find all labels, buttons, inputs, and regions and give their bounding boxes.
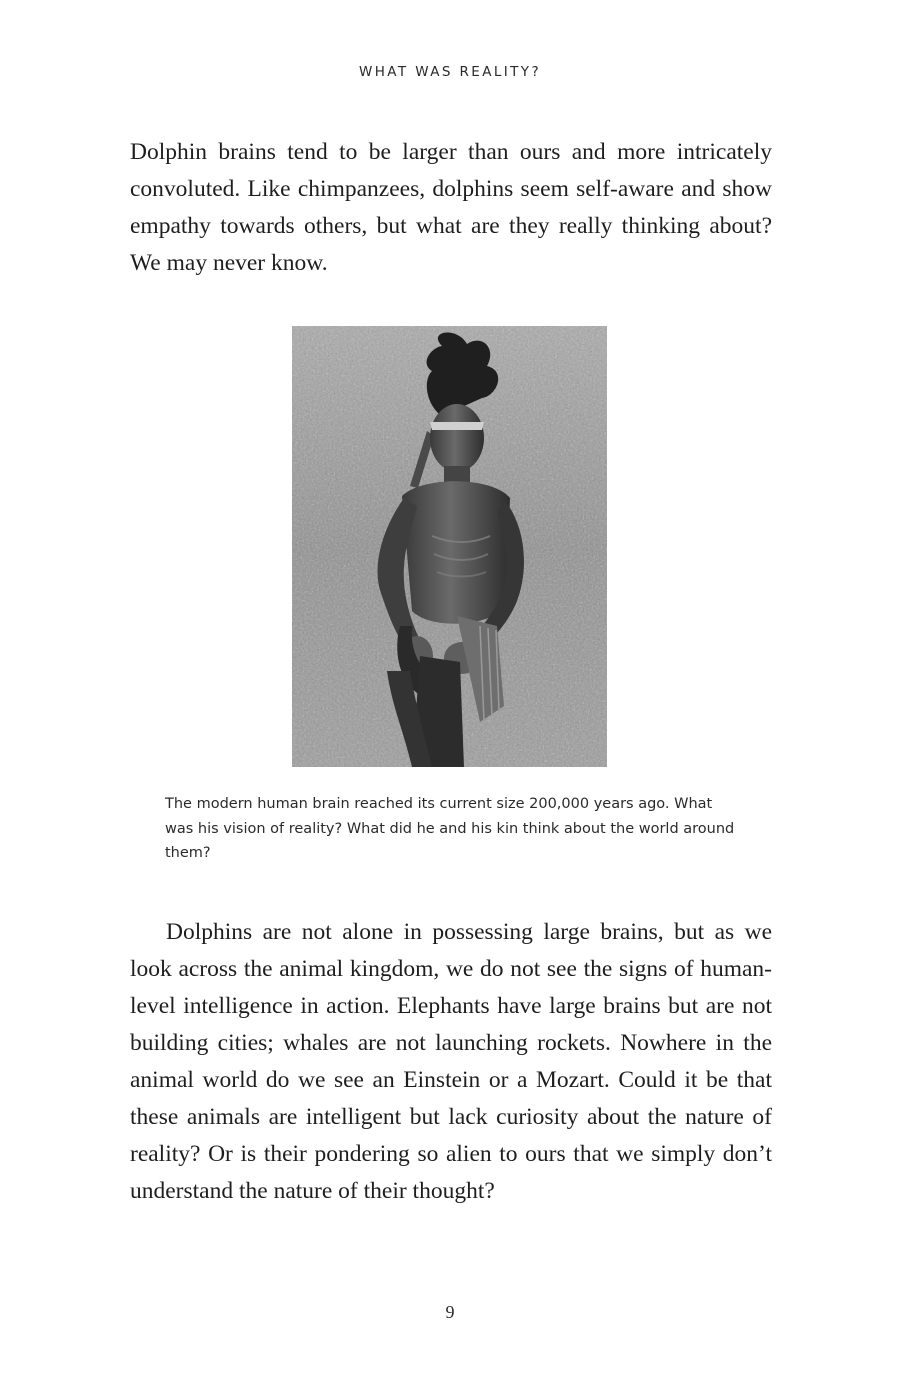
body-paragraph-2: Dolphins are not alone in possessing large brains, but as we look across the animal kingdom, we do not see the signs of human-level intelligence in action. Elephants have large brains but are not building cities; whales are not launching rockets. Nowhere in the animal world do we see an Einstein or a Mozart. Could it be that these animals are intelligent but lack curiosity about the nature of reality? Or is their pondering so alien to ours that we simply don’t understand the nature of their thought? (130, 919, 772, 1204)
page-number: 9 (445, 1302, 455, 1322)
figure-photo (292, 326, 607, 767)
figure-caption: The modern human brain reached its current size 200,000 years ago. What was his vision of reality? What did he and his kin think about the world around them? (165, 796, 735, 861)
running-head: WHAT WAS REALITY? (358, 64, 542, 80)
body-paragraph-1: Dolphin brains tend to be larger than ours and more intricately convoluted. Like chimpanzees, dolphins seem self-aware and show empathy towards others, but what are they really thinking about? We may never know. (130, 139, 772, 276)
